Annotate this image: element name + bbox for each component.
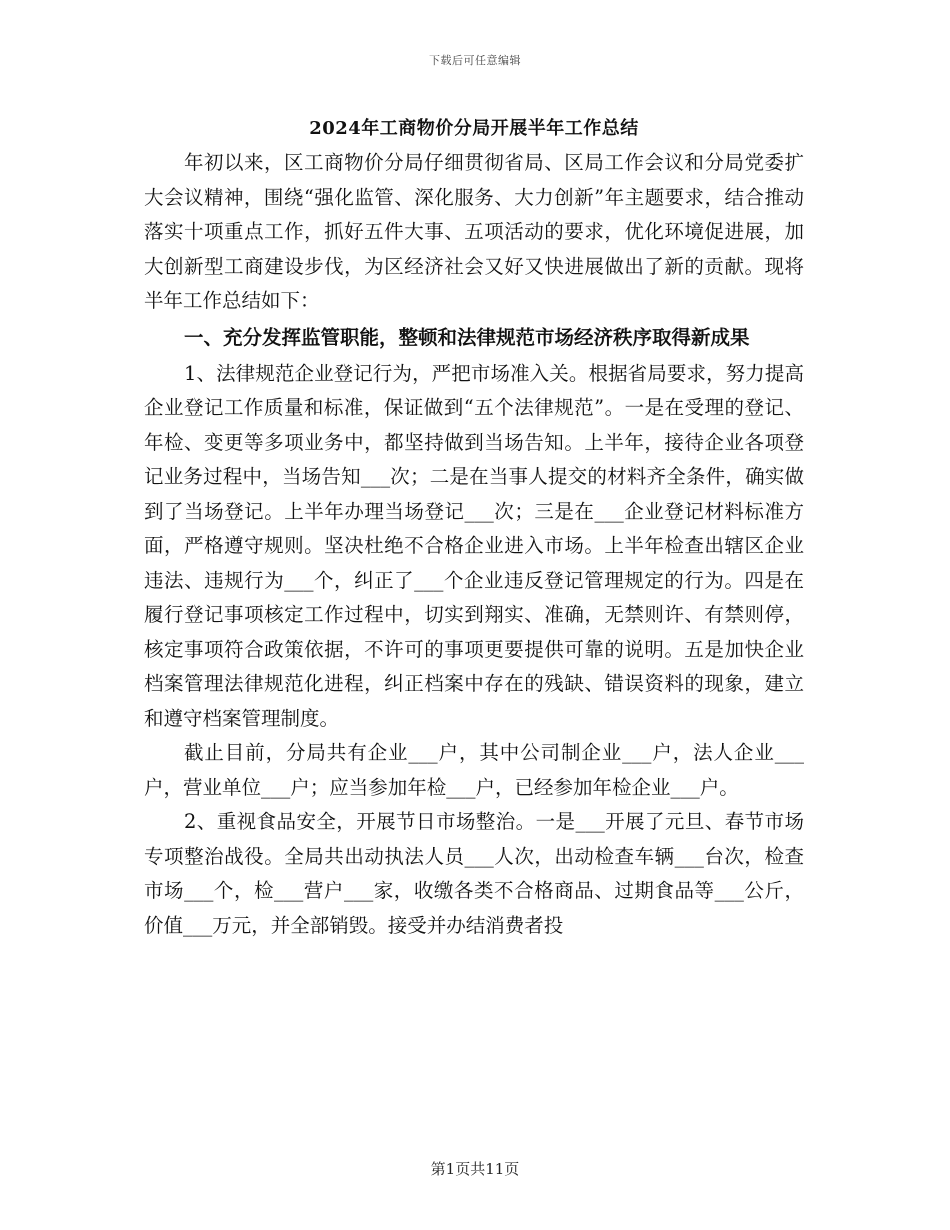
page-header: 下载后可任意编辑 — [429, 54, 521, 67]
page-footer: 第1页共11页 — [430, 1160, 520, 1178]
body-paragraph: 2、重视食品安全，开展节日市场整治。一是___开展了元旦、春节市场专项整治战役。全局共出动执法人员___人次，出动检查车辆___台次，检查市场___个，检___营户___家，收缴各类不合格商品、过期食品等___公斤，价值___万元，并全部销毁。接受并办结消费者投 — [144, 810, 804, 937]
section-heading: 一、充分发挥监管职能，整顿和法律规范市场经济秩序取得新成果 — [183, 325, 750, 349]
body-paragraph: 截止目前，分局共有企业___户，其中公司制企业___户，法人企业___户，营业单位___户；应当参加年检___户，已经参加年检企业___户。 — [144, 741, 804, 799]
body-paragraph: 1、法律规范企业登记行为，严把市场准入关。根据省局要求，努力提高企业登记工作质量和标准，保证做到“五个法律规范”。一是在受理的登记、年检、变更等多项业务中，都坚持做到当场告知。上半年，接待企业各项登记业务过程中，当场告知___次；二是在当事人提交的材料齐全条件，确实做到了当场登记。上半年办理当场登记___次；三是在___企业登记材料标准方面，严格遵守规则。坚决杜绝不合格企业进入市场。上半年检查出辖区企业违法、违规行为___个，纠正了___个企业违反登记管理规定的行为。四是在履行登记事项核定工作过程中，切实到翔实、准确，无禁则许、有禁则停，核定事项符合政策依据，不许可的事项更要提供可靠的说明。五是加快企业档案管理法律规范化进程，纠正档案中存在的残缺、错误资料的现象，建立和遵守档案管理制度。 — [144, 361, 804, 730]
document-body — [144, 112, 804, 943]
intro-paragraph: 年初以来，区工商物价分局仔细贯彻省局、区局工作会议和分局党委扩大会议精神，围绕“强化监管、深化服务、大力创新”年主题要求，结合推动落实十项重点工作，抓好五件大事、五项活动的要求，优化环境促进展，加大创新型工商建设步伐，为区经济社会又好又快进展做出了新的贡献。现将半年工作总结如下： — [144, 151, 804, 312]
document-title: 2024年工商物价分局开展半年工作总结 — [309, 118, 639, 139]
